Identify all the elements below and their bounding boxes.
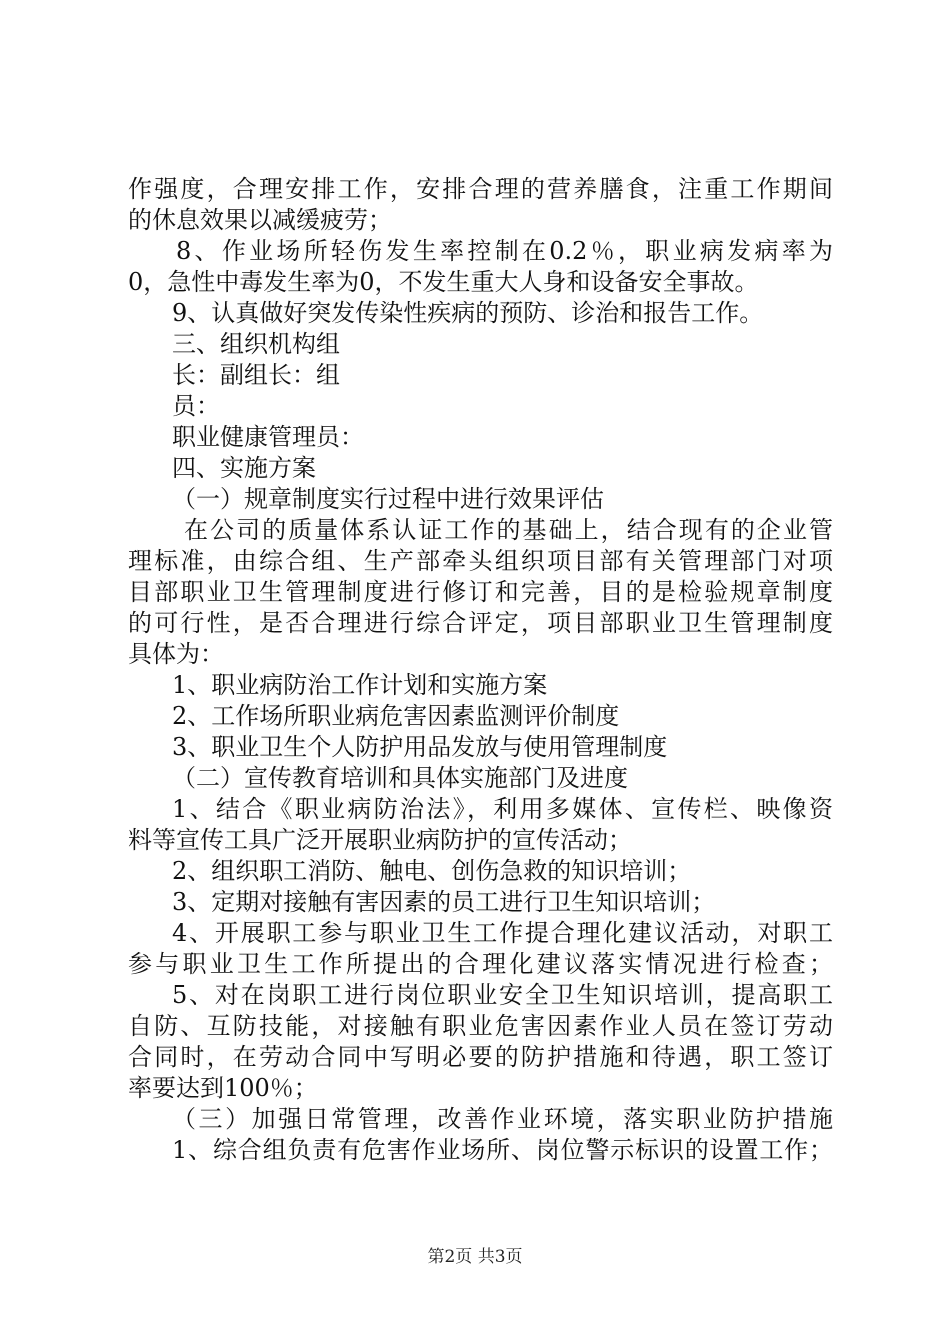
- text-line: 率要达到100％；: [128, 1074, 318, 1102]
- text-line: 8、作业场所轻伤发生率控制在0.2％，职业病发病率为: [176, 237, 833, 265]
- text-line: 的休息效果以减缓疲劳；: [128, 206, 392, 234]
- text-line: 料等宣传工具广泛开展职业病防护的宣传活动；: [128, 826, 632, 854]
- text-line: 2、工作场所职业病危害因素监测评价制度: [172, 702, 620, 730]
- text-line: 的可行性，是否合理进行综合评定，项目部职业卫生管理制度: [128, 609, 833, 637]
- page-footer: 第2页 共3页: [427, 1247, 523, 1267]
- text-line: 0，急性中毒发生率为0，不发生重大人身和设备安全事故。: [128, 268, 759, 296]
- text-line: （三）加强日常管理，改善作业环境，落实职业防护措施: [172, 1105, 833, 1133]
- text-line: 9、认真做好突发传染性疾病的预防、诊治和报告工作。: [172, 299, 764, 327]
- text-line: （二）宣传教育培训和具体实施部门及进度: [172, 764, 628, 792]
- text-line: 在公司的质量体系认证工作的基础上，结合现有的企业管: [184, 516, 833, 544]
- text-line: 参与职业卫生工作所提出的合理化建议落实情况进行检查；: [128, 950, 833, 978]
- text-line: 4、开展职工参与职业卫生工作提合理化建议活动，对职工: [172, 919, 833, 947]
- text-line: 3、定期对接触有害因素的员工进行卫生知识培训；: [172, 888, 716, 916]
- text-line: 长：副组长：组: [172, 361, 340, 389]
- text-line: 5、对在岗职工进行岗位职业安全卫生知识培训，提高职工: [172, 981, 833, 1009]
- text-line: 四、实施方案: [172, 454, 316, 482]
- text-line: 作强度，合理安排工作，安排合理的营养膳食，注重工作期间: [128, 175, 833, 203]
- text-line: （一）规章制度实行过程中进行效果评估: [172, 485, 604, 513]
- text-line: 职业健康管理员：: [172, 423, 364, 451]
- text-line: 目部职业卫生管理制度进行修订和完善，目的是检验规章制度: [128, 578, 833, 606]
- text-line: 1、综合组负责有危害作业场所、岗位警示标识的设置工作；: [172, 1136, 833, 1164]
- text-line: 1、结合《职业病防治法》，利用多媒体、宣传栏、映像资: [172, 795, 833, 823]
- text-line: 合同时，在劳动合同中写明必要的防护措施和待遇，职工签订: [128, 1043, 833, 1071]
- document-body: [128, 174, 833, 1166]
- text-line: 具体为：: [128, 640, 224, 668]
- text-line: 三、组织机构组: [172, 330, 340, 358]
- text-line: 2、组织职工消防、触电、创伤急救的知识培训；: [172, 857, 692, 885]
- text-line: 1、职业病防治工作计划和实施方案: [172, 671, 548, 699]
- text-line: 3、职业卫生个人防护用品发放与使用管理制度: [172, 733, 668, 761]
- text-line: 自防、互防技能，对接触有职业危害因素作业人员在签订劳动: [128, 1012, 833, 1040]
- text-line: 员：: [172, 392, 220, 420]
- text-line: 理标准，由综合组、生产部牵头组织项目部有关管理部门对项: [128, 547, 833, 575]
